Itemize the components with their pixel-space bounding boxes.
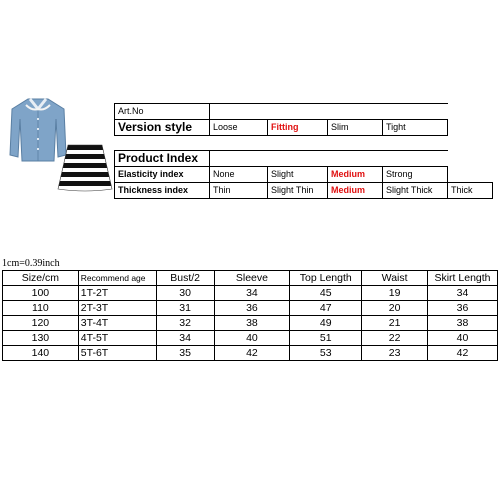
cell-skirt-length: 38 <box>428 316 498 331</box>
elasticity-none: None <box>210 167 268 183</box>
cell-sleeve: 40 <box>214 331 290 346</box>
cell-waist: 21 <box>362 316 428 331</box>
product-info-table <box>114 103 493 199</box>
table-row <box>3 331 498 346</box>
cell-age: 1T-2T <box>78 286 156 301</box>
cell-age: 5T-6T <box>78 346 156 361</box>
conversion-note: 1cm=0.39inch <box>2 258 60 269</box>
header-sleeve: Sleeve <box>214 271 290 286</box>
artno-label: Art.No <box>115 104 210 120</box>
version-slim: Slim <box>328 120 383 136</box>
cell-size: 110 <box>3 301 79 316</box>
cell-waist: 23 <box>362 346 428 361</box>
cell-bust: 31 <box>156 301 214 316</box>
elasticity-strong: Strong <box>383 167 448 183</box>
version-loose: Loose <box>210 120 268 136</box>
version-tight: Tight <box>383 120 448 136</box>
header-size: Size/cm <box>3 271 79 286</box>
cell-top-length: 49 <box>290 316 362 331</box>
cell-top-length: 53 <box>290 346 362 361</box>
cell-waist: 19 <box>362 286 428 301</box>
cell-size: 130 <box>3 331 79 346</box>
striped-skirt-image <box>56 143 114 193</box>
cell-sleeve: 38 <box>214 316 290 331</box>
header-bust: Bust/2 <box>156 271 214 286</box>
size-chart-table <box>2 270 498 361</box>
thickness-label: Thickness index <box>115 183 210 199</box>
size-header-row <box>3 271 498 286</box>
cell-skirt-length: 36 <box>428 301 498 316</box>
cell-skirt-length: 34 <box>428 286 498 301</box>
cell-skirt-length: 42 <box>428 346 498 361</box>
cell-sleeve: 42 <box>214 346 290 361</box>
thickness-slight-thin: Slight Thin <box>268 183 328 199</box>
cell-top-length: 51 <box>290 331 362 346</box>
table-row <box>3 316 498 331</box>
table-row <box>3 346 498 361</box>
cell-size: 140 <box>3 346 79 361</box>
elasticity-medium: Medium <box>328 167 383 183</box>
cell-bust: 30 <box>156 286 214 301</box>
cell-age: 2T-3T <box>78 301 156 316</box>
cell-age: 4T-5T <box>78 331 156 346</box>
header-top-length: Top Length <box>290 271 362 286</box>
cell-age: 3T-4T <box>78 316 156 331</box>
table-row <box>3 286 498 301</box>
version-style-label: Version style <box>115 120 210 136</box>
cell-bust: 35 <box>156 346 214 361</box>
cell-skirt-length: 40 <box>428 331 498 346</box>
thickness-thick: Thick <box>448 183 493 199</box>
cell-top-length: 45 <box>290 286 362 301</box>
thickness-medium: Medium <box>328 183 383 199</box>
header-skirt-length: Skirt Length <box>428 271 498 286</box>
cell-size: 120 <box>3 316 79 331</box>
version-fitting: Fitting <box>268 120 328 136</box>
thickness-thin: Thin <box>210 183 268 199</box>
elasticity-label: Elasticity index <box>115 167 210 183</box>
header-age: Recommend age <box>78 271 156 286</box>
cell-top-length: 47 <box>290 301 362 316</box>
cell-bust: 32 <box>156 316 214 331</box>
thickness-slight-thick: Slight Thick <box>383 183 448 199</box>
elasticity-slight: Slight <box>268 167 328 183</box>
cell-waist: 22 <box>362 331 428 346</box>
header-waist: Waist <box>362 271 428 286</box>
cell-sleeve: 36 <box>214 301 290 316</box>
cell-sleeve: 34 <box>214 286 290 301</box>
product-index-label: Product Index <box>115 151 210 167</box>
table-row <box>3 301 498 316</box>
cell-size: 100 <box>3 286 79 301</box>
cell-waist: 20 <box>362 301 428 316</box>
cell-bust: 34 <box>156 331 214 346</box>
